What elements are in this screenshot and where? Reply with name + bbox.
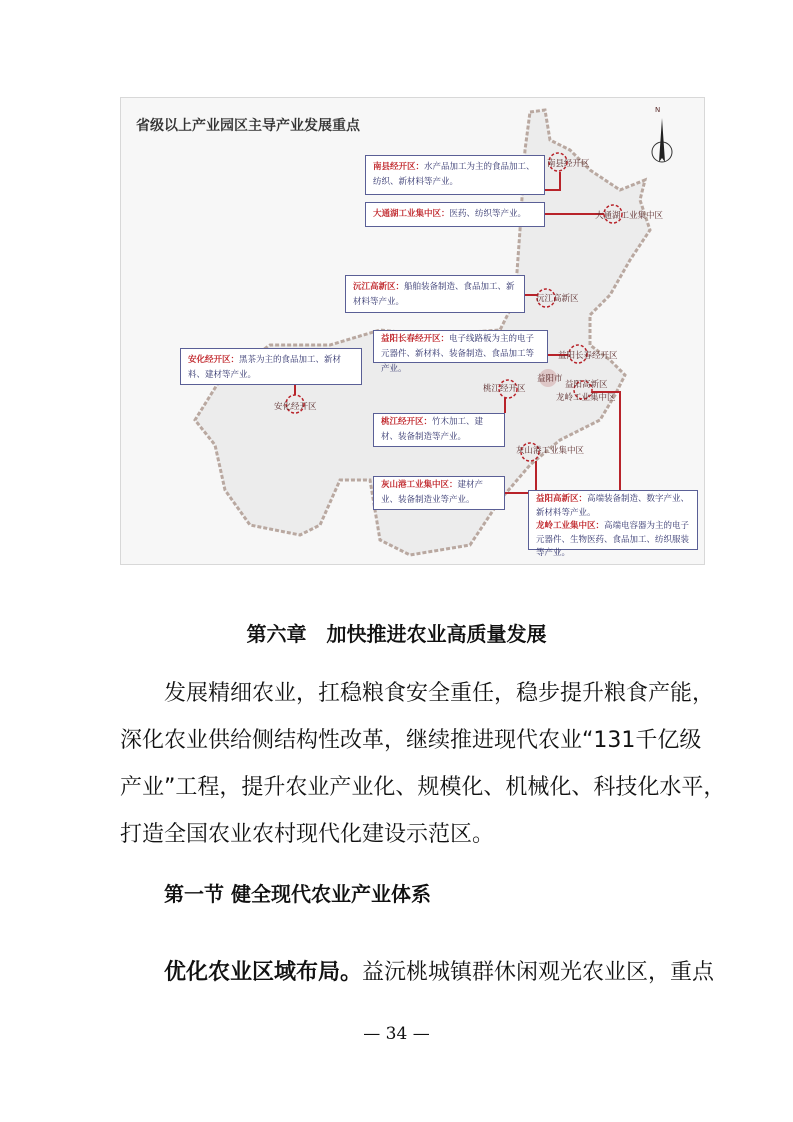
callout-datonghu: 大通湖工业集中区：医药、纺织等产业。 xyxy=(365,202,545,227)
paragraph-line: 打造全国农业农村现代化建设示范区。 xyxy=(120,822,495,847)
north-label: N xyxy=(655,106,661,114)
place-label: 安化经开区 xyxy=(274,402,317,412)
map-title: 省级以上产业园区主导产业发展重点 xyxy=(136,118,360,134)
chapter-heading: 第六章 加快推进农业高质量发展 xyxy=(246,622,547,646)
city-label: 益阳市 xyxy=(537,374,563,384)
place-label: 灰山港工业集中区 xyxy=(516,446,585,456)
place-label: 桃江经开区 xyxy=(483,384,526,394)
lead-text: 益沅桃城镇群休闲观光农业区，重点 xyxy=(362,960,715,985)
place-label: 益阳长春经开区 xyxy=(558,351,618,361)
callout-taojiang: 桃江经开区：竹木加工、建材、装备制造等产业。 xyxy=(373,413,505,447)
place-label: 益阳高新区 xyxy=(565,380,608,390)
paragraph-line: 深化农业供给侧结构性改革，继续推进现代农业“131千亿级 xyxy=(120,728,702,753)
north-arrow-icon xyxy=(652,118,672,162)
callout-huishangang: 灰山港工业集中区：建材产业、装备制造业等产业。 xyxy=(373,476,505,510)
place-label: 大通湖工业集中区 xyxy=(595,211,664,221)
lead-bold: 优化农业区域布局。 xyxy=(164,960,363,985)
section-heading: 第一节 健全现代农业产业体系 xyxy=(164,882,431,906)
body-paragraph xyxy=(120,670,726,858)
place-label: 沅江高新区 xyxy=(536,294,579,304)
callout-changchun: 益阳长春经开区：电子线路板为主的电子元器件、新材料、装备制造、食品加工等产业。 xyxy=(373,330,548,363)
callout-anhua: 安化经开区：黑茶为主的食品加工、新材料、建材等产业。 xyxy=(180,348,362,385)
place-label: 龙岭工业集中区 xyxy=(556,393,616,403)
lead-paragraph xyxy=(120,955,715,986)
callout-yuanjiang: 沅江高新区：船舶装备制造、食品加工、新材料等产业。 xyxy=(345,275,525,313)
page-number: — 34 — xyxy=(363,1024,430,1044)
callout-gaoxin-longling: 益阳高新区：高端装备制造、数字产业、新材料等产业。 龙岭工业集中区：高端电容器为主的电子元器件、生物医药、食品加工、纺织服装等产业。 xyxy=(528,490,698,550)
callout-nanxian: 南县经开区：水产品加工为主的食品加工、纺织、新材料等产业。 xyxy=(365,155,545,195)
paragraph-line: 发展精细农业，扛稳粮食安全重任，稳步提升粮食产能， xyxy=(164,681,715,706)
place-label: 南县经开区 xyxy=(547,159,590,169)
paragraph-line: 产业”工程，提升农业产业化、规模化、机械化、科技化水平， xyxy=(120,775,726,800)
